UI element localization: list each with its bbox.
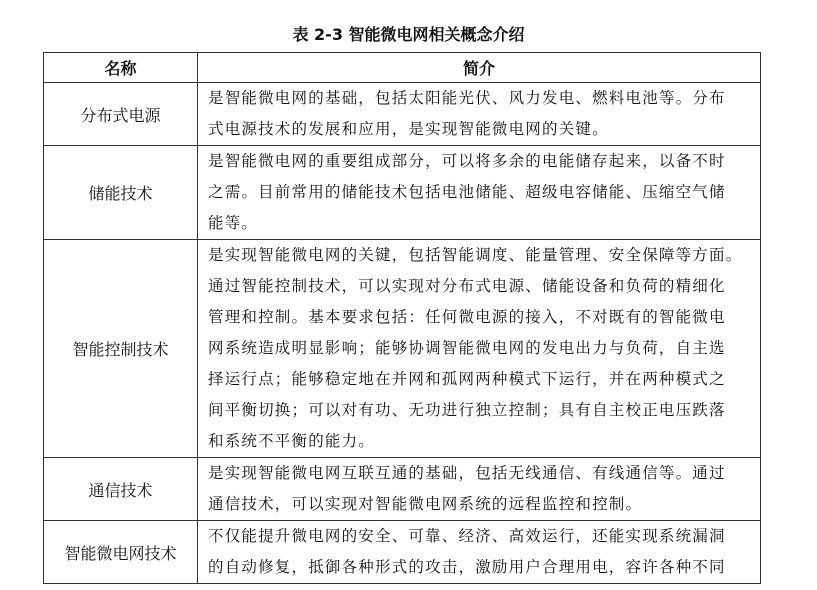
description-line: 通信技术，可以实现对智能微电网系统的远程监控和控制。 <box>208 495 643 513</box>
description-line: 和系统不平衡的能力。 <box>208 432 376 450</box>
description-line: 择运行点；能够稳定地在并网和孤网两种模式下运行，并在两种模式之 <box>208 370 726 388</box>
concept-table <box>43 52 761 584</box>
description-line: 管理和控制。基本要求包括：任何微电源的接入，不对既有的智能微电 <box>208 308 726 326</box>
description-line: 不仅能提升微电网的安全、可靠、经济、高效运行，还能实现系统漏洞 <box>208 527 726 545</box>
concept-description <box>198 458 761 521</box>
description-line: 是智能微电网的基础，包括太阳能光伏、风力发电、燃料电池等。分布 <box>208 89 726 107</box>
description-line: 之需。目前常用的储能技术包括电池储能、超级电容储能、压缩空气储 <box>208 183 726 201</box>
description-line: 的自动修复，抵御各种形式的攻击，激励用户合理用电，容许各种不同 <box>208 558 726 576</box>
concept-description <box>198 521 761 584</box>
description-line: 网系统造成明显影响；能够协调智能微电网的发电出力与负荷，自主选 <box>208 339 726 357</box>
table-row <box>44 146 761 240</box>
concept-description <box>198 240 761 458</box>
header-name: 名称 <box>44 53 198 83</box>
table-row <box>44 240 761 458</box>
concept-name: 智能微电网技术 <box>44 521 198 584</box>
header-description: 简介 <box>198 53 761 83</box>
concept-name: 智能控制技术 <box>44 240 198 458</box>
concept-name: 储能技术 <box>44 146 198 240</box>
concept-description <box>198 83 761 146</box>
description-line: 通过智能控制技术，可以实现对分布式电源、储能设备和负荷的精细化 <box>208 277 726 295</box>
description-line: 是实现智能微电网互联互通的基础，包括无线通信、有线通信等。通过 <box>208 464 726 482</box>
description-line: 是实现智能微电网的关键，包括智能调度、能量管理、安全保障等方面。 <box>208 246 743 264</box>
table-row <box>44 458 761 521</box>
table-row <box>44 83 761 146</box>
description-line: 能等。 <box>208 214 259 232</box>
description-line: 式电源技术的发展和应用，是实现智能微电网的关键。 <box>208 120 609 138</box>
concept-name: 分布式电源 <box>44 83 198 146</box>
table-header-row <box>44 53 761 83</box>
description-line: 间平衡切换；可以对有功、无功进行独立控制；具有自主校正电压跌落 <box>208 401 726 419</box>
description-line: 是智能微电网的重要组成部分，可以将多余的电能储存起来，以备不时 <box>208 152 726 170</box>
concept-description <box>198 146 761 240</box>
table-caption: 表 2-3 智能微电网相关概念介绍 <box>292 25 525 44</box>
concept-name: 通信技术 <box>44 458 198 521</box>
table-row <box>44 521 761 584</box>
